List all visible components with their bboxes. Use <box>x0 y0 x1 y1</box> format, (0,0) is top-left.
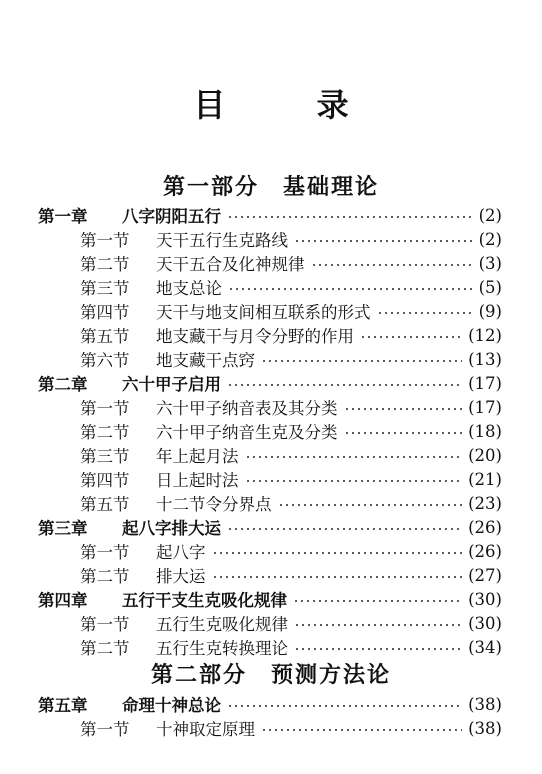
leader-dots <box>261 352 462 366</box>
chapter-title: 五行干支生克吸化规律 <box>122 591 287 610</box>
section-title: 天干五行生克路线 <box>156 231 288 250</box>
section-title: 地支藏干与月令分野的作用 <box>156 327 354 346</box>
chapter-title: 六十甲子启用 <box>122 375 221 394</box>
leader-dots <box>294 640 462 654</box>
section-number: 第四节 <box>80 471 130 490</box>
section-title: 十二节令分界点 <box>156 495 272 514</box>
leader-dots <box>227 520 462 534</box>
chapter-number: 第三章 <box>38 519 88 538</box>
page-number: (38) <box>468 718 502 738</box>
section-number: 第二节 <box>80 639 130 658</box>
section-number: 第四节 <box>80 303 130 322</box>
leader-dots <box>245 448 463 462</box>
section-number: 第六节 <box>80 351 130 370</box>
leader-dots <box>212 568 463 582</box>
page-title: 目 录 <box>193 86 389 124</box>
part-title: 第二部分 预测方法论 <box>150 662 391 688</box>
toc-section[interactable] <box>80 227 502 251</box>
page-number: (2) <box>478 205 502 225</box>
page-number: (9) <box>478 301 502 321</box>
section-title: 地支藏干点窍 <box>156 351 255 370</box>
page-number: (30) <box>468 613 502 633</box>
toc-section[interactable] <box>80 611 502 635</box>
chapter-title: 起八字排大运 <box>122 519 221 538</box>
section-title: 年上起月法 <box>156 447 239 466</box>
toc-section[interactable] <box>80 563 502 587</box>
leader-dots <box>228 280 473 294</box>
section-number: 第二节 <box>80 255 130 274</box>
toc-chapter[interactable] <box>38 371 502 395</box>
toc-section[interactable] <box>80 275 502 299</box>
toc-section[interactable] <box>80 347 502 371</box>
toc-chapter[interactable] <box>38 587 502 611</box>
section-title: 天干与地支间相互联系的形式 <box>156 303 371 322</box>
section-number: 第一节 <box>80 231 130 250</box>
toc-section[interactable] <box>80 251 502 275</box>
page-number: (17) <box>468 397 502 417</box>
page-number: (23) <box>468 493 502 513</box>
leader-dots <box>377 304 473 318</box>
page-number: (21) <box>468 469 502 489</box>
section-title: 五行生克转换理论 <box>156 639 288 658</box>
section-title: 起八字 <box>156 543 206 562</box>
section-number: 第五节 <box>80 495 130 514</box>
part-title: 第一部分 基础理论 <box>162 174 379 200</box>
chapter-number: 第四章 <box>38 591 88 610</box>
page-number: (26) <box>468 541 502 561</box>
leader-dots <box>212 544 463 558</box>
page-number: (2) <box>478 229 502 249</box>
section-number: 第一节 <box>80 615 130 634</box>
page-number: (3) <box>478 253 502 273</box>
toc-section[interactable] <box>80 443 502 467</box>
leader-dots <box>227 697 462 711</box>
leader-dots <box>261 721 462 735</box>
section-number: 第二节 <box>80 423 130 442</box>
section-title: 六十甲子纳音表及其分类 <box>156 399 338 418</box>
leader-dots <box>245 472 463 486</box>
toc-chapter[interactable] <box>38 203 502 227</box>
section-title: 排大运 <box>156 567 206 586</box>
toc-section[interactable] <box>80 716 502 740</box>
page-number: (30) <box>468 589 502 609</box>
toc-section[interactable] <box>80 635 502 659</box>
chapter-title: 八字阴阳五行 <box>122 207 221 226</box>
leader-dots <box>278 496 463 510</box>
section-title: 天干五合及化神规律 <box>156 255 305 274</box>
toc-section[interactable] <box>80 323 502 347</box>
section-number: 第五节 <box>80 327 130 346</box>
toc-section[interactable] <box>80 467 502 491</box>
toc-section[interactable] <box>80 491 502 515</box>
page-number: (26) <box>468 517 502 537</box>
section-number: 第一节 <box>80 399 130 418</box>
page-number: (17) <box>468 373 502 393</box>
leader-dots <box>294 616 462 630</box>
leader-dots <box>227 376 462 390</box>
page-number: (20) <box>468 445 502 465</box>
page-number: (13) <box>468 349 502 369</box>
leader-dots <box>344 424 463 438</box>
section-title: 六十甲子纳音生克及分类 <box>156 423 338 442</box>
page-number: (18) <box>468 421 502 441</box>
section-number: 第一节 <box>80 543 130 562</box>
chapter-number: 第二章 <box>38 375 88 394</box>
section-title: 地支总论 <box>156 279 222 298</box>
page-number: (38) <box>468 694 502 714</box>
section-number: 第二节 <box>80 567 130 586</box>
toc-chapter[interactable] <box>38 692 502 716</box>
leader-dots <box>311 256 473 270</box>
leader-dots <box>227 208 473 222</box>
chapter-number: 第一章 <box>38 207 88 226</box>
leader-dots <box>344 400 463 414</box>
section-title: 日上起时法 <box>156 471 239 490</box>
page-number: (34) <box>468 637 502 657</box>
page-number: (27) <box>468 565 502 585</box>
toc-section[interactable] <box>80 299 502 323</box>
chapter-title: 命理十神总论 <box>122 696 221 715</box>
section-title: 十神取定原理 <box>156 720 255 739</box>
toc-section[interactable] <box>80 419 502 443</box>
section-number: 第三节 <box>80 447 130 466</box>
toc-chapter[interactable] <box>38 515 502 539</box>
section-number: 第三节 <box>80 279 130 298</box>
toc-section[interactable] <box>80 395 502 419</box>
page-number: (12) <box>468 325 502 345</box>
chapter-number: 第五章 <box>38 696 88 715</box>
section-number: 第一节 <box>80 720 130 739</box>
leader-dots <box>360 328 462 342</box>
page-number: (5) <box>478 277 502 297</box>
section-title: 五行生克吸化规律 <box>156 615 288 634</box>
leader-dots <box>293 592 462 606</box>
leader-dots <box>294 232 473 246</box>
toc-section[interactable] <box>80 539 502 563</box>
